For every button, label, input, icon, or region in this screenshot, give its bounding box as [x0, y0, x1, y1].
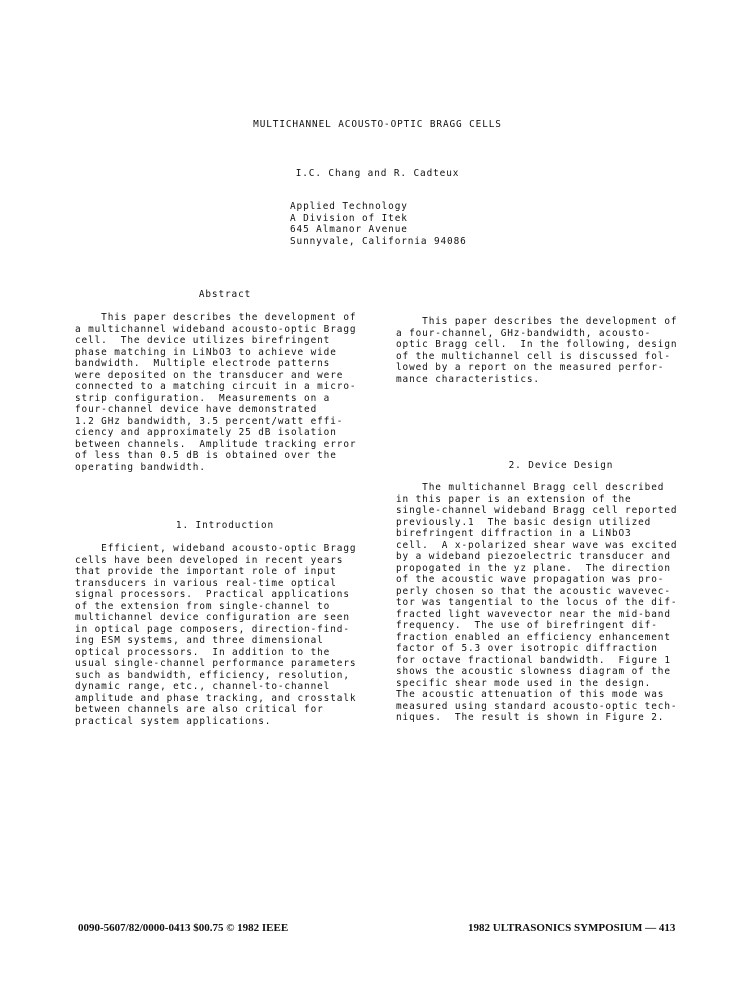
text-line: a multichannel wideband acousto-optic Bragg — [75, 323, 357, 335]
text-line: a four-channel, GHz-bandwidth, acousto- — [396, 327, 652, 339]
affiliation-line: Sunnyvale, California 94086 — [290, 235, 467, 247]
abstract-body — [75, 312, 375, 473]
text-line: cells have been developed in recent years — [75, 554, 344, 566]
text-line: that provide the important role of input — [75, 566, 337, 577]
footer-page-number: 1982 ULTRASONICS SYMPOSIUM — 413 — [468, 922, 676, 934]
text-line: signal processors. Practical applications — [75, 589, 350, 600]
text-line: measured using standard acousto-optic tech- — [396, 700, 678, 712]
affiliation-line: Applied Technology — [290, 201, 408, 212]
text-line: multichannel device configuration are seen — [75, 612, 350, 623]
text-line: specific shear mode used in the design. — [396, 677, 652, 689]
text-line: ing ESM systems, and three dimensional — [75, 635, 324, 646]
text-line: The multichannel Bragg cell described — [396, 482, 665, 493]
text-line: such as bandwidth, efficiency, resolution, — [75, 669, 350, 681]
text-line: strip configuration. Measurements on a — [75, 392, 331, 404]
text-line: in this paper is an extension of the — [396, 493, 632, 505]
paper-authors: I.C. Chang and R. Cadteux — [295, 168, 460, 179]
footer-copyright: 0090-5607/82/0000-0413 $00.75 © 1982 IEEE — [78, 922, 289, 934]
abstract-heading: Abstract — [198, 289, 252, 300]
text-line: optic Bragg cell. In the following, design — [396, 339, 678, 350]
text-line: The acoustic attenuation of this mode was — [396, 689, 665, 700]
text-line: This paper describes the development of — [75, 312, 357, 323]
section-1-body — [75, 543, 375, 727]
text-line: fraction enabled an efficiency enhancement — [396, 631, 671, 643]
text-line: fracted light wavevector near the mid-band — [396, 608, 671, 620]
text-line: frequency. The use of birefringent dif- — [396, 620, 658, 631]
text-line: of the extension from single-channel to — [75, 600, 331, 612]
text-line: tor was tangential to the locus of the dif- — [396, 597, 678, 608]
text-line: phase matching in LiNbO3 to achieve wide — [75, 346, 337, 358]
text-line: amplitude and phase tracking, and crosstalk — [75, 692, 357, 704]
text-line: cell. A x-polarized shear wave was excited — [396, 539, 678, 551]
text-line: four-channel device have demonstrated — [75, 404, 318, 415]
text-line: transducers in various real-time optical — [75, 577, 337, 589]
text-line: ciency and approximately 25 dB isolation — [75, 427, 337, 438]
text-line: optical processors. In addition to the — [75, 646, 331, 658]
affiliation-block — [290, 201, 467, 247]
text-line: for octave fractional bandwidth. Figure 1 — [396, 654, 671, 666]
text-line: mance characteristics. — [396, 373, 540, 385]
text-line: Efficient, wideband acousto-optic Bragg — [75, 543, 357, 554]
paper-title: MULTICHANNEL ACOUSTO-OPTIC BRAGG CELLS — [253, 119, 502, 130]
section-2-heading: 2. Device Design — [508, 460, 614, 471]
text-line: of the multichannel cell is discussed fol- — [396, 350, 671, 362]
text-line: were deposited on the transducer and were — [75, 369, 344, 381]
intro-right-body — [396, 316, 726, 385]
text-line: cell. The device utilizes birefringent — [75, 335, 331, 346]
text-line: usual single-channel performance parameters — [75, 658, 357, 669]
text-line: by a wideband piezoelectric transducer and — [396, 551, 671, 562]
text-line: between channels are also critical for — [75, 704, 324, 715]
affiliation-line: 645 Almanor Avenue — [290, 224, 408, 235]
text-line: 1.2 GHz bandwidth, 3.5 percent/watt effi- — [75, 415, 344, 427]
text-line: lowed by a report on the measured perfor- — [396, 362, 665, 373]
text-line: propogated in the yz plane. The direction — [396, 562, 671, 574]
text-line: in optical page composers, direction-find- — [75, 623, 350, 635]
text-line: connected to a matching circuit in a micro- — [75, 381, 357, 392]
text-line: between channels. Amplitude tracking error — [75, 438, 357, 450]
text-line: previously.1 The basic design utilized — [396, 516, 652, 528]
text-line: dynamic range, etc., channel-to-channel — [75, 681, 331, 692]
affiliation-line: A Division of Itek — [290, 212, 408, 224]
text-line: shows the acoustic slowness diagram of the — [396, 666, 671, 677]
text-line: operating bandwidth. — [75, 461, 206, 473]
text-line: perly chosen so that the acoustic wavevec- — [396, 585, 671, 597]
text-line: bandwidth. Multiple electrode patterns — [75, 358, 331, 369]
text-line: niques. The result is shown in Figure 2. — [396, 712, 665, 723]
text-line: This paper describes the development of — [396, 316, 678, 327]
text-line: of less than 0.5 dB is obtained over the — [75, 450, 337, 461]
text-line: practical system applications. — [75, 715, 272, 727]
text-line: birefringent diffraction in a LiNbO3 — [396, 528, 632, 539]
text-line: single-channel wideband Bragg cell reported — [396, 505, 678, 516]
section-1-heading: 1. Introduction — [175, 520, 275, 531]
text-line: of the acoustic wave propagation was pro- — [396, 574, 665, 585]
section-2-body — [396, 482, 726, 724]
text-line: factor of 5.3 over isotropic diffraction — [396, 643, 658, 654]
